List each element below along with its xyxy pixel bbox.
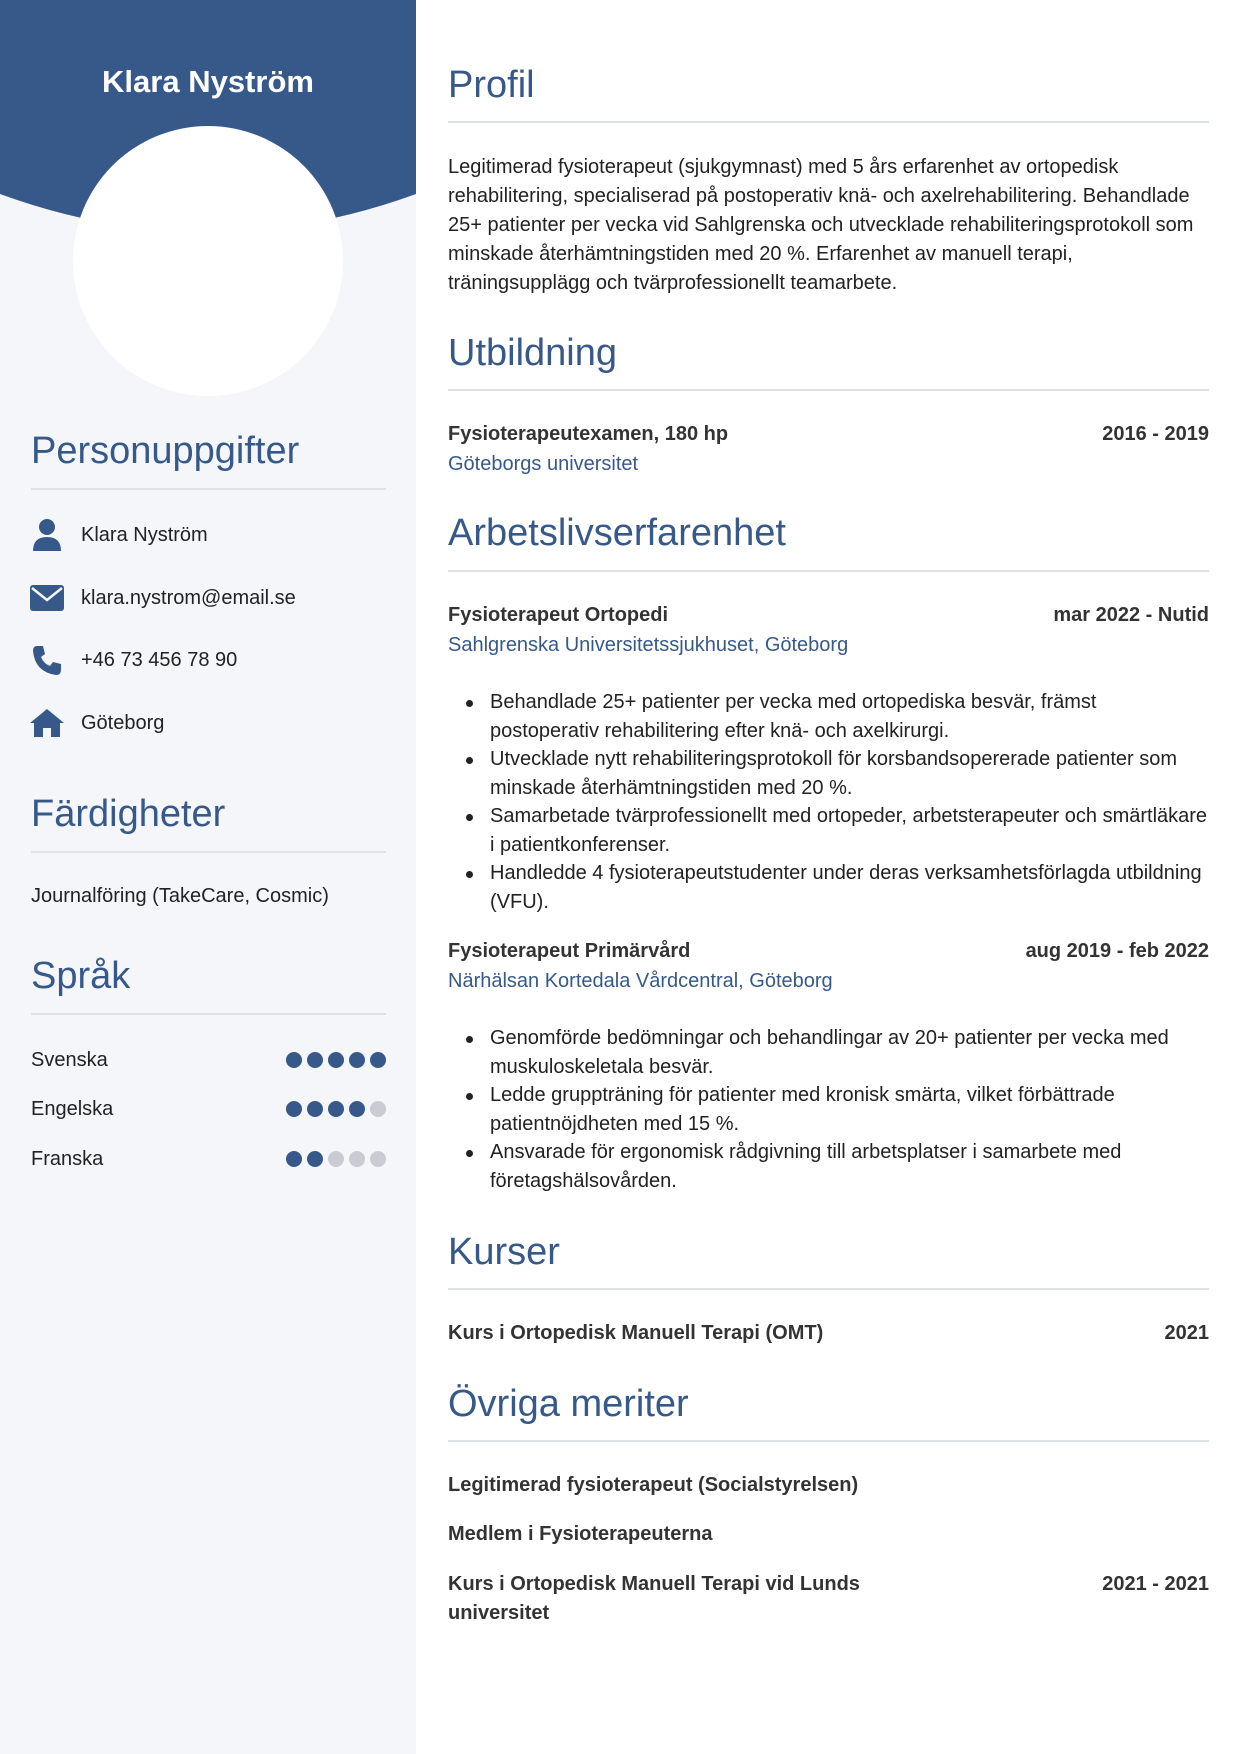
language-name: Svenska [31, 1048, 108, 1071]
job-entry [448, 937, 1209, 966]
level-dot-filled [328, 1101, 344, 1117]
level-dot-filled [328, 1052, 344, 1068]
profile-text: Legitimerad fysioterapeut (sjukgymnast) med 5 års erfarenhet av ortopedisk rehabilitering, specialiserad på postoperativ knä- och axelrehabilitering. Behandlade 25+ patienter per vecka vid Sahlgrenska och utvecklade rehabiliteringsprotokoll som minskade återhämtningstiden med 20 %. Erfarenhet av manuell terapi, träningsupplägg och tvärprofessionellt teamarbete. [448, 156, 1194, 294]
merit-title: Medlem i Fysioterapeuterna [448, 1523, 713, 1545]
bullet-item: Behandlade 25+ patienter per vecka med ortopediska besvär, främst postoperativ rehabilitering efter knä- och axelkirurgi. [448, 688, 1209, 745]
job-title: Fysioterapeut Primärvård [448, 940, 691, 962]
merit-date: 2021 - 2021 [1102, 1573, 1209, 1595]
language-name: Engelska [31, 1097, 114, 1120]
course-title: Kurs i Ortopedisk Manuell Terapi (OMT) [448, 1322, 824, 1344]
merit-entry [448, 1570, 1209, 1628]
contact-phone-label[interactable]: +46 73 456 78 90 [81, 648, 238, 671]
level-dot-empty [370, 1151, 386, 1167]
job-date: aug 2019 - feb 2022 [1025, 940, 1209, 962]
level-dot-filled [349, 1052, 365, 1068]
job-bullets [448, 688, 1209, 916]
level-dot-filled [286, 1052, 302, 1068]
section-divider [448, 121, 1209, 123]
contact-phone[interactable] [28, 640, 237, 680]
job-employer: Sahlgrenska Universitetssjukhuset, Göteborg [448, 634, 849, 656]
experience-title: Arbetslivserfarenhet [448, 512, 786, 554]
section-divider [448, 1288, 1209, 1290]
merit-title: Kurs i Ortopedisk Manuell Terapi vid Lunds universitet [448, 1573, 860, 1624]
level-dot-empty [349, 1151, 365, 1167]
job-entry [448, 601, 1209, 630]
language-level-dots [286, 1052, 386, 1068]
courses-title: Kurser [448, 1231, 560, 1273]
course-entry [448, 1319, 1209, 1348]
profile-title: Profil [448, 64, 535, 106]
sidebar [0, 0, 416, 1754]
education-title: Utbildning [448, 332, 617, 374]
language-level-dots [286, 1151, 386, 1167]
language-row [31, 1045, 386, 1075]
language-name: Franska [31, 1147, 104, 1170]
course-date: 2021 [1164, 1322, 1209, 1344]
language-row [31, 1094, 386, 1124]
contact-location-label: Göteborg [81, 711, 165, 734]
bullet-item: Utvecklade nytt rehabiliteringsprotokoll för korsbandsopererade patienter som minskade återhämtningstiden med 20 %. [448, 745, 1209, 802]
job-bullets [448, 1024, 1209, 1195]
education-school: Göteborgs universitet [448, 453, 639, 475]
phone-icon [28, 642, 66, 678]
bullet-item: Handledde 4 fysioterapeutstudenter under deras verksamhetsförlagda utbildning (VFU). [448, 859, 1209, 916]
merit-entry [448, 1471, 1209, 1500]
level-dot-filled [349, 1101, 365, 1117]
candidate-name: Klara Nyström [102, 64, 314, 99]
envelope-icon [28, 580, 66, 616]
contact-email[interactable] [28, 578, 296, 618]
contact-email-label[interactable]: klara.nystrom@email.se [81, 586, 296, 609]
job-employer: Närhälsan Kortedala Vårdcentral, Göteborg [448, 970, 833, 992]
merit-entry [448, 1520, 1209, 1549]
section-divider [448, 1440, 1209, 1442]
languages-title: Språk [31, 955, 131, 997]
skills-title: Färdigheter [31, 793, 226, 835]
section-divider [31, 1013, 386, 1015]
merit-title: Legitimerad fysioterapeut (Socialstyrelsen) [448, 1474, 859, 1496]
section-divider [31, 488, 386, 490]
level-dot-filled [307, 1151, 323, 1167]
skill-item: Journalföring (TakeCare, Cosmic) [31, 885, 329, 907]
section-divider [31, 851, 386, 853]
bullet-item: Ledde gruppträning för patienter med kronisk smärta, vilket förbättrade patientnöjdheten med 15 %. [448, 1081, 1209, 1138]
bullet-item: Samarbetade tvärprofessionellt med ortopeder, arbetsterapeuter och smärtläkare i patientkonferenser. [448, 802, 1209, 859]
education-degree: Fysioterapeutexamen, 180 hp [448, 423, 729, 445]
contact-name-label: Klara Nyström [81, 523, 208, 546]
level-dot-filled [370, 1052, 386, 1068]
job-title: Fysioterapeut Ortopedi [448, 604, 669, 626]
user-icon [28, 517, 66, 553]
contact-location [28, 703, 164, 743]
education-date: 2016 - 2019 [1102, 423, 1209, 445]
language-level-dots [286, 1101, 386, 1117]
level-dot-filled [307, 1101, 323, 1117]
personal-info-title: Personuppgifter [31, 430, 300, 472]
education-entry [448, 420, 1209, 449]
level-dot-filled [286, 1101, 302, 1117]
section-divider [448, 570, 1209, 572]
level-dot-empty [328, 1151, 344, 1167]
level-dot-filled [307, 1052, 323, 1068]
home-icon [28, 705, 66, 741]
level-dot-filled [286, 1151, 302, 1167]
other-merits-title: Övriga meriter [448, 1383, 689, 1425]
section-divider [448, 389, 1209, 391]
contact-name [28, 515, 208, 555]
job-date: mar 2022 - Nutid [1053, 604, 1209, 626]
profile-photo-placeholder [73, 126, 343, 396]
language-row [31, 1144, 386, 1174]
bullet-item: Ansvarade för ergonomisk rådgivning till arbetsplatser i samarbete med företagshälsovården. [448, 1138, 1209, 1195]
level-dot-empty [370, 1101, 386, 1117]
bullet-item: Genomförde bedömningar och behandlingar av 20+ patienter per vecka med muskuloskeletala besvär. [448, 1024, 1209, 1081]
